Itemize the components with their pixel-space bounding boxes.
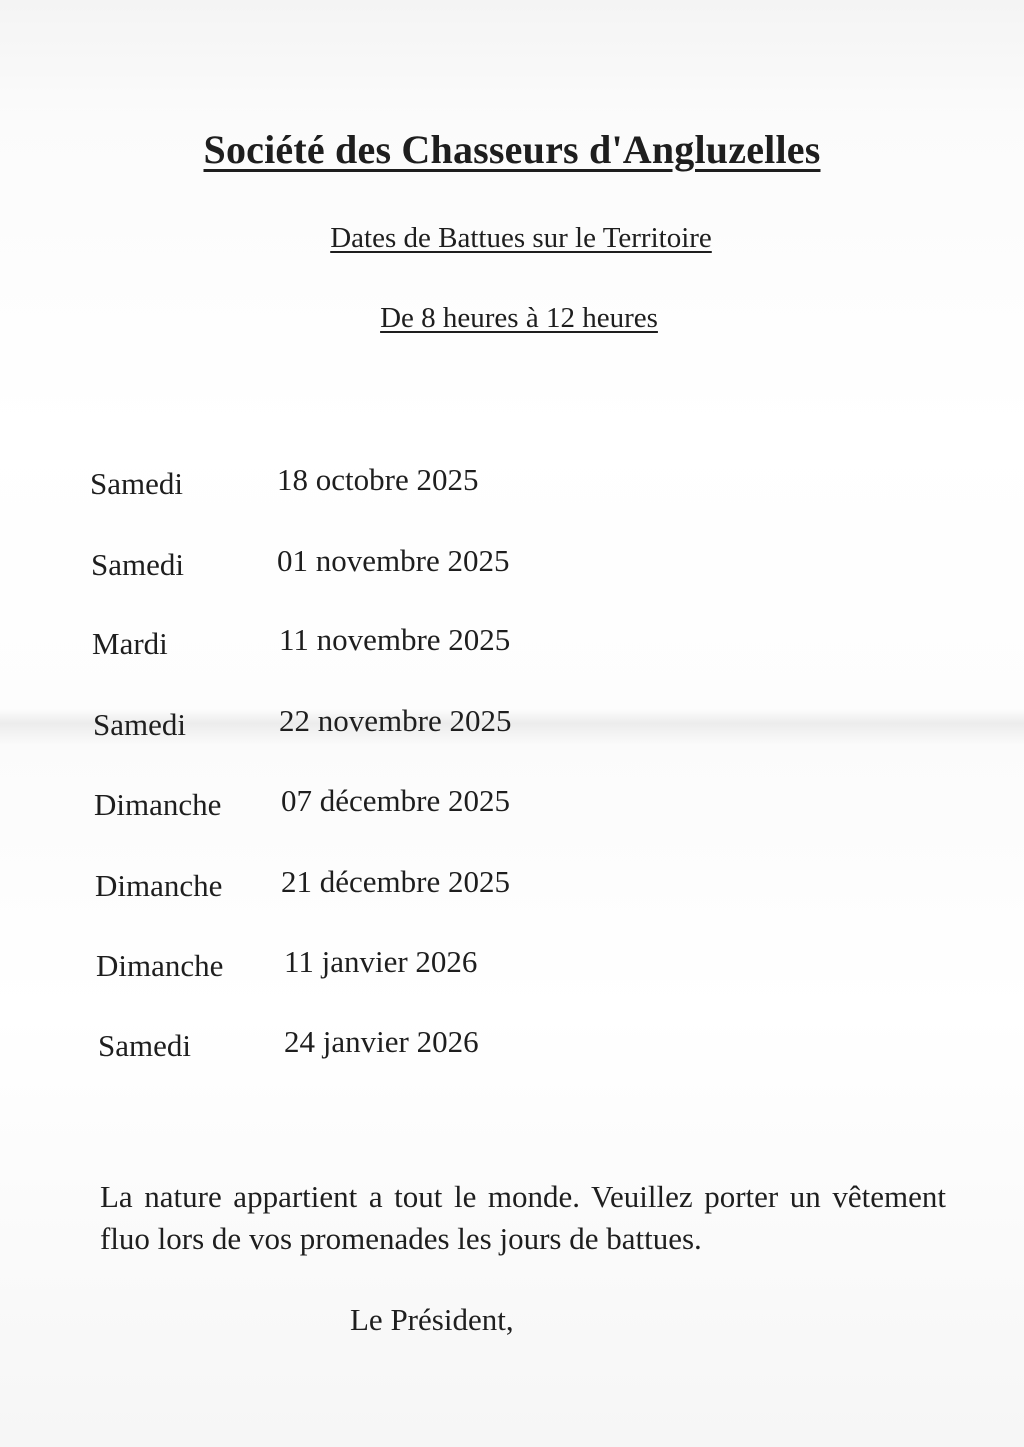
hours-line: De 8 heures à 12 heures bbox=[380, 302, 658, 334]
document-subtitle: Dates de Battues sur le Territoire bbox=[330, 222, 712, 254]
schedule-day: Dimanche bbox=[94, 787, 222, 822]
document-title: Société des Chasseurs d'Angluzelles bbox=[203, 127, 821, 172]
safety-notice: La nature appartient a tout le monde. Veuillez porter un vêtement fluo lors de vos promenades les jours de battues. bbox=[100, 1179, 946, 1256]
schedule-day: Samedi bbox=[90, 466, 183, 501]
schedule-date: 11 novembre 2025 bbox=[279, 622, 511, 657]
schedule-date: 07 décembre 2025 bbox=[281, 783, 510, 818]
schedule-date: 21 décembre 2025 bbox=[281, 864, 510, 899]
schedule-date: 01 novembre 2025 bbox=[277, 543, 510, 578]
schedule-date: 24 janvier 2026 bbox=[284, 1024, 479, 1059]
signature-line: Le Président, bbox=[350, 1302, 514, 1337]
schedule-date: 18 octobre 2025 bbox=[277, 462, 479, 497]
schedule-day: Samedi bbox=[91, 547, 184, 582]
schedule-date: 22 novembre 2025 bbox=[279, 703, 512, 738]
schedule-day: Samedi bbox=[98, 1028, 191, 1063]
schedule-day: Mardi bbox=[92, 626, 168, 661]
schedule-day: Samedi bbox=[93, 707, 186, 742]
schedule-day: Dimanche bbox=[95, 868, 223, 903]
schedule-day: Dimanche bbox=[96, 948, 224, 983]
schedule-date: 11 janvier 2026 bbox=[284, 944, 478, 979]
